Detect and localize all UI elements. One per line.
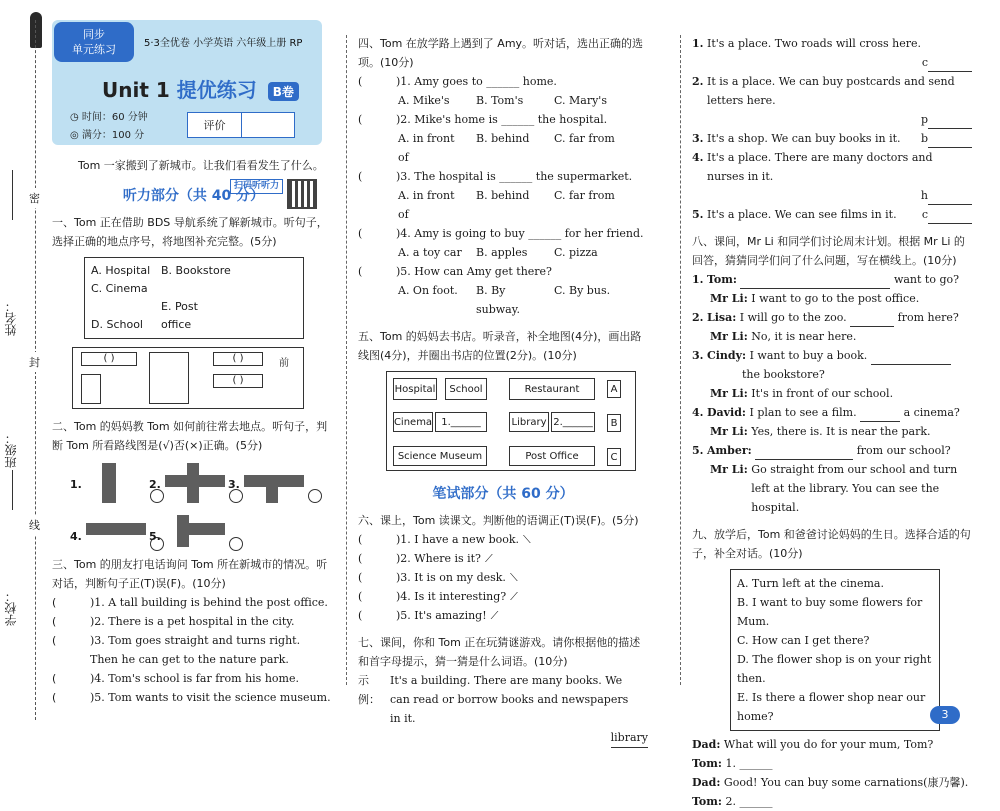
route-map-5: 5. <box>165 515 225 547</box>
q6-items: ( )1. I have a new book. ⟍ ( )2. Where is it? ⟋ ( )3. It is on my desk. ⟍ ( )4. Is it interesting? ⟋ ( )5. It's amazing! ⟋ <box>358 530 648 625</box>
time-label: ◷ 时间：60 分钟 <box>70 112 148 123</box>
question-3 <box>52 555 335 707</box>
q9-choices: A. Turn left at the cinema. B. I want to buy some flowers for Mum. C. How can I get there? D. The flower shop is on your right then. E. Is there a flower shop near our home? <box>730 569 940 731</box>
unit-header <box>52 20 322 145</box>
question-2 <box>52 417 335 547</box>
score-icon: ◎ <box>70 130 82 141</box>
column-divider <box>680 35 681 685</box>
q8-items: 1. Tom: want to go? Mr Li: I want to go to the post office. 2. Lisa: I will go to the zoo. from here? Mr Li: No, it is near here. 3. Cindy: I want to buy a book. the bookstore? Mr Li: It's in front of our school. 4. David: I plan to see a film. a cinema? Mr Li: Yes, there is. It is near the park. 5. Amber: from our school? Mr Li: Go straight from our school and turn left at the library. You can see the hospital. <box>692 270 972 517</box>
route-map-2: 2. <box>165 463 225 503</box>
column-3 <box>692 20 972 811</box>
q3-item: ( )2. There is a pet hospital in the city. <box>52 615 295 628</box>
q3-items <box>52 593 335 707</box>
question-8 <box>692 232 972 517</box>
q1-street-map: ( ) ( ) ( ) 前 <box>72 347 304 409</box>
question-6 <box>358 511 648 625</box>
q5-map: Hospital School Restaurant A Cinema 1.______ Library 2.______ B Science Museum Post Office C <box>386 371 636 471</box>
route-map-3: 3. <box>244 463 304 503</box>
q7-items: 1. It's a place. Two roads will cross here. c 2. It is a place. We can buy postcards and send letters here. p 3. It's a shop. We can buy books in it. b 4. It's a place. There are many doctors and nurses in it. h 5. It's a place. We can see films in it. c <box>692 34 972 224</box>
q2-title: 二、Tom 的妈妈教 Tom 如何前往常去地点。听句子，判断 Tom 所看路线图是(√)否(×)正确。(5分) <box>52 420 328 452</box>
binding-strip <box>0 0 45 740</box>
q3-item: ( )4. Tom's school is far from his home. <box>52 672 299 685</box>
tone-arrow-icon: ⟍ <box>523 533 531 546</box>
q4-items: ( )1. Amy goes to ______ home. A. Mike's B. Tom's C. Mary's ( )2. Mike's home is ______ the hospital. A. in front of B. behind C. far from ( )3. The hospital is ______ the supermarket. A. in front of B. behind C. far from ( )4. Amy is going to buy ______ for her friend. A. a toy car B. apples C. pizza ( )5. How can Amy get there? A. On foot. B. By subway. C. By bus. <box>358 75 644 316</box>
class-blank[interactable] <box>12 470 13 510</box>
q1-options: A. Hospital B. BookstoreC. Cinema D. SchoolE. Post office <box>84 257 304 339</box>
question-9 <box>692 525 972 811</box>
q8-title: 八、课间，Mr Li 和同学们讨论周末计划。根据 Mr Li 的回答，猜猜同学们问了什么问题，写在横线上。(10分) <box>692 235 965 267</box>
writing-heading: 笔试部分（共 60 分） <box>432 486 574 502</box>
q3-item: ( )3. Tom goes straight and turns right. Then he can get to the nature park. <box>52 634 301 666</box>
map-post-office: Post Office <box>509 446 595 466</box>
score-input[interactable] <box>241 113 294 137</box>
clock-icon: ◷ <box>70 112 82 123</box>
question-7 <box>358 633 648 748</box>
practice-badge: 同步 单元练习 <box>54 22 134 62</box>
full-score-label: ◎ 满分：100 分 <box>70 130 145 141</box>
q3-item: ( )1. A tall building is behind the post office. <box>52 596 328 609</box>
q3-item: ( )5. Tom wants to visit the science museum. <box>52 691 331 704</box>
qr-code-icon[interactable] <box>287 179 317 209</box>
column-2 <box>358 20 648 748</box>
tone-arrow-icon: ⟋ <box>490 609 499 622</box>
q1-title: 一、Tom 正在借助 BDS 导航系统了解新城市。听句子，选择正确的地点序号，将地图补充完整。(5分) <box>52 216 328 248</box>
example-answer: library <box>611 728 648 748</box>
school-label: 学校： <box>4 590 18 626</box>
rocket-icon <box>30 12 42 48</box>
answer-blank[interactable] <box>928 110 972 129</box>
score-box: 评价 <box>187 112 295 138</box>
tone-arrow-icon: ⟋ <box>510 590 518 603</box>
column-divider <box>346 35 347 685</box>
q3-title: 三、Tom 的朋友打电话询问 Tom 所在新城市的情况。听对话，判断句子正(T)误(F)。(10分) <box>52 558 328 590</box>
map-blank-1[interactable]: 1.______ <box>435 412 487 432</box>
q9-dialog: Dad: What will you do for your mum, Tom? Tom: 1. ______ Dad: Good! You can buy some carnations(康乃馨). Tom: 2. ______ <box>692 738 969 808</box>
map-hospital: Hospital <box>393 378 437 400</box>
q7-example: 示例： It's a building. There are many books. We can read or borrow books and newspapers in it. <box>358 674 629 725</box>
qr-note: 扫码听听力 <box>230 179 283 194</box>
seal-mark-feng: 封 <box>29 352 40 372</box>
column-1 <box>52 20 335 707</box>
question-1 <box>52 213 335 409</box>
question-4 <box>358 34 648 319</box>
map-science-museum: Science Museum <box>393 446 487 466</box>
q5-title: 五、Tom 的妈妈去书店。听录音，补全地图(4分)，画出路线图(4分)，并圈出书店的位置(2分)。(10分) <box>358 330 642 362</box>
juan-badge: B卷 <box>268 82 299 101</box>
answer-blank[interactable] <box>928 205 972 224</box>
answer-blank[interactable] <box>928 53 972 72</box>
q9-title: 九、放学后，Tom 和爸爸讨论妈妈的生日。选择合适的句子，补全对话。(10分) <box>692 528 971 560</box>
tone-arrow-icon: ⟋ <box>484 552 493 565</box>
answer-blank[interactable] <box>928 129 972 148</box>
map-cinema: Cinema <box>393 412 433 432</box>
route-map-1: 1. <box>86 463 146 503</box>
map-blank-2[interactable]: 2.______ <box>551 412 595 432</box>
question-5 <box>358 327 648 471</box>
class-label: 班级： <box>4 432 18 468</box>
q6-title: 六、课上，Tom 读课文。判断他的语调正(T)误(F)。(5分) <box>358 514 639 527</box>
q4-title: 四、Tom 在放学路上遇到了 Amy。听对话，选出正确的选项。(10分) <box>358 37 644 69</box>
page-title: Unit 1 提优练习 B卷 <box>102 74 299 103</box>
map-school: School <box>445 378 487 400</box>
q2-route-maps <box>52 459 335 547</box>
name-label: 姓名： <box>4 300 18 336</box>
map-restaurant: Restaurant <box>509 378 595 400</box>
answer-blank[interactable] <box>928 186 972 205</box>
tone-arrow-icon: ⟍ <box>509 571 518 584</box>
page-number: 3 <box>930 706 960 724</box>
listening-heading: 听力部分（共 40 分） 扫码听听力 <box>52 185 335 205</box>
seal-mark-xian: 线 <box>29 515 40 535</box>
name-blank[interactable] <box>12 170 13 220</box>
intro-text: Tom 一家搬到了新城市。让我们看看发生了什么。 <box>78 159 324 172</box>
route-map-4: 4. <box>86 515 146 547</box>
seal-mark-mi: 密 <box>29 188 40 208</box>
map-library: Library <box>509 412 549 432</box>
q7-title: 七、课间，你和 Tom 正在玩猜谜游戏。请你根据他的描述和首字母提示，猜一猜是什么词语。(10分) <box>358 636 641 668</box>
series-label: 5·3全优卷 小学英语 六年级上册 RP <box>144 38 303 49</box>
